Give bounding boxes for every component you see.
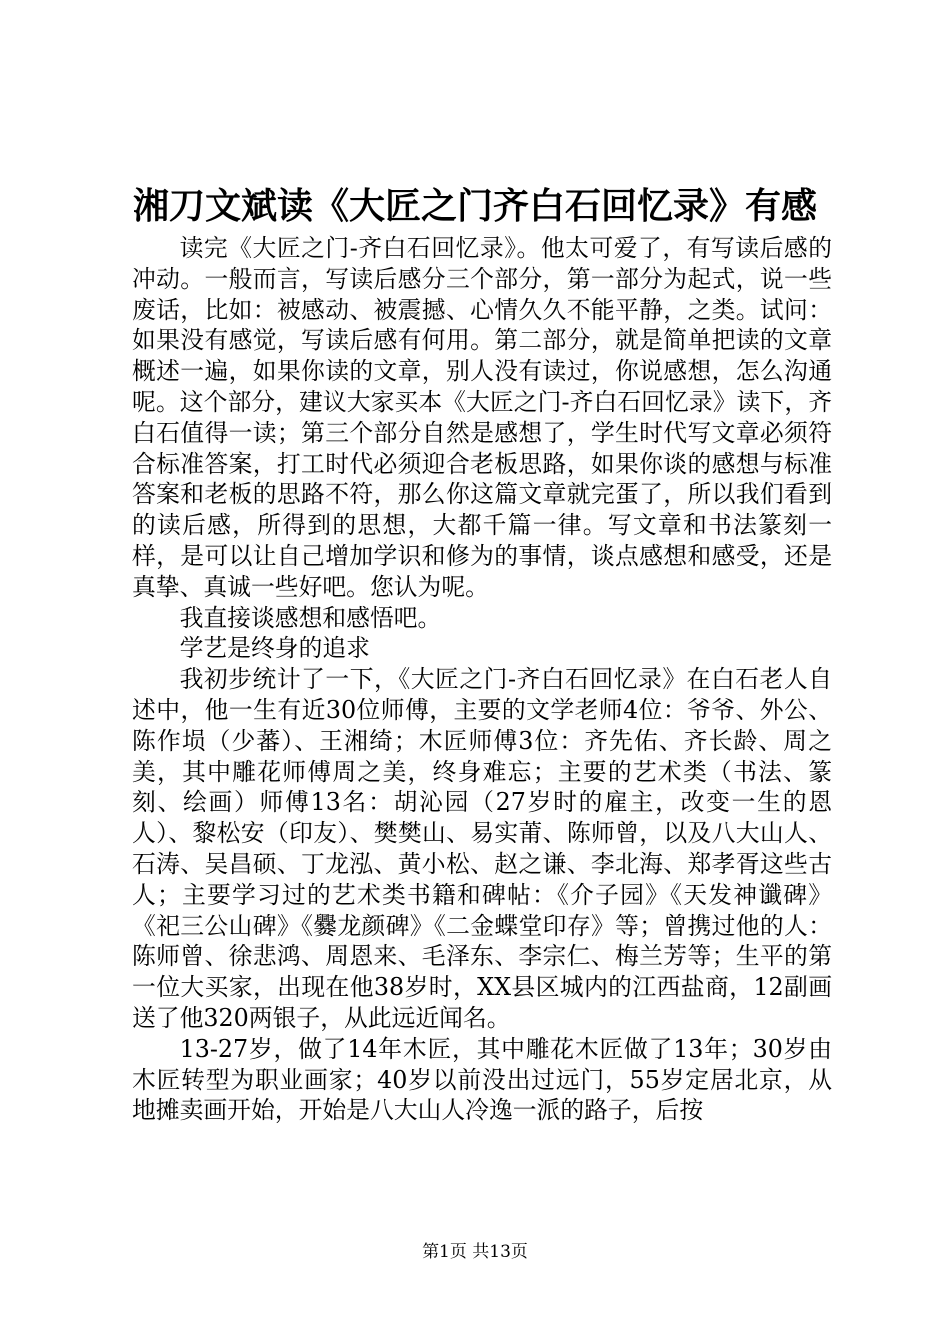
document-body	[132, 233, 832, 1126]
document-title: 湘刀文斌读《大匠之门齐白石回忆录》有感	[132, 185, 817, 227]
section-heading: 学艺是终身的追求	[179, 634, 370, 663]
page-footer: 第1页 共13页	[422, 1242, 528, 1262]
paragraph-teachers: 我初步统计了一下，《大匠之门-齐白石回忆录》在白石老人自述中，他一生有近30位师傅，主要的文学老师4位：爷爷、外公、陈作埙（少蕃）、王湘绮；木匠师傅3位：齐先佑、齐长龄、周之美，其中雕花师傅周之美，终身难忘；主要的艺术类（书法、篆刻、绘画）师傅13名：胡沁园（27岁时的雇主，改变一生的恩人）、黎松安（印友）、樊樊山、易实莆、陈师曾，以及八大山人、石涛、吴昌硕、丁龙泓、黄小松、赵之谦、李北海、郑孝胥这些古人；主要学习过的艺术类书籍和碑帖：《介子园》《天发神谶碑》《祀三公山碑》《爨龙颜碑》《二金蝶堂印存》等；曾携过他的人：陈师曾、徐悲鸿、周恩来、毛泽东、李宗仁、梅兰芳等；生平的第一位大买家，出现在他38岁时，XX县区城内的江西盐商，12副画送了他320两银子，从此远近闻名。	[132, 665, 832, 1032]
paragraph-direct: 我直接谈感想和感悟吧。	[179, 603, 442, 632]
paragraph-career: 13-27岁，做了14年木匠，其中雕花木匠做了13年；30岁由木匠转型为职业画家；40岁以前没出过远门，55岁定居北京，从地摊卖画开始，开始是八大山人冷逸一派的路子，后按	[132, 1034, 832, 1125]
paragraph-intro: 读完《大匠之门-齐白石回忆录》。他太可爱了，有写读后感的冲动。一般而言，写读后感分三个部分，第一部分为起式，说一些废话，比如：被感动、被震撼、心情久久不能平静，之类。试问：如果没有感觉，写读后感有何用。第二部分，就是简单把读的文章概述一遍，如果你读的文章，别人没有读过，你说感想，怎么沟通呢。这个部分，建议大家买本《大匠之门-齐白石回忆录》读下，齐白石值得一读；第三个部分自然是感想了，学生时代写文章必须符合标准答案，打工时代必须迎合老板思路，如果你谈的感想与标准答案和老板的思路不符，那么你这篇文章就完蛋了，所以我们看到的读后感，所得到的思想，大都千篇一律。写文章和书法篆刻一样，是可以让自己增加学识和修为的事情，谈点感想和感受，还是真挚、真诚一些好吧。您认为呢。	[132, 234, 832, 601]
